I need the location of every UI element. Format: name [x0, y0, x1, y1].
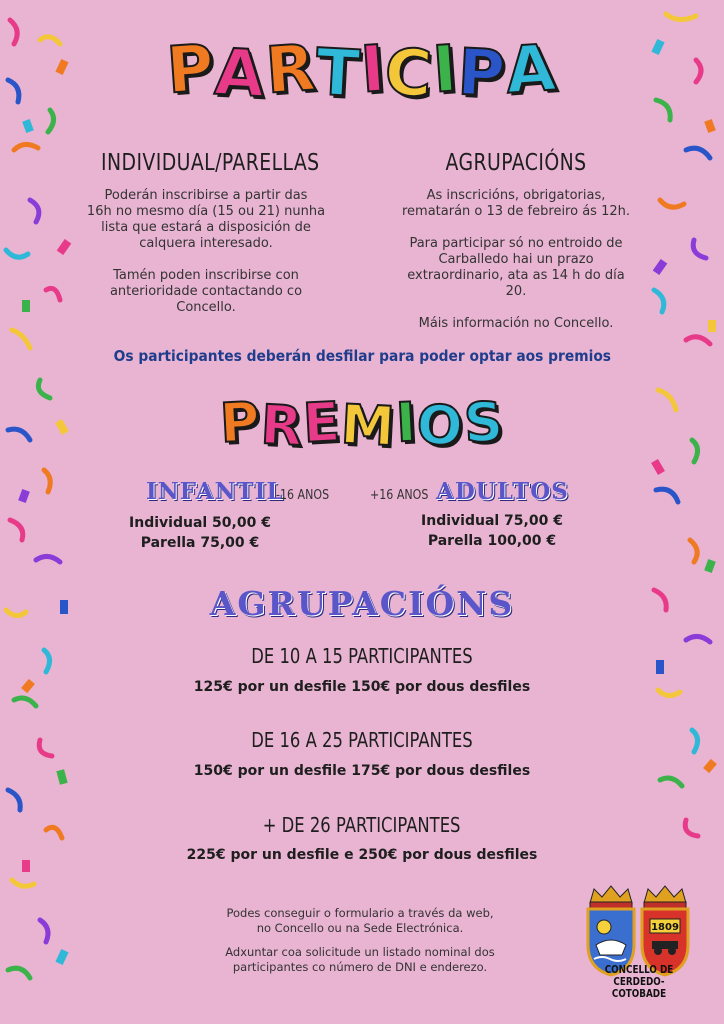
- title-letter: A: [503, 31, 560, 109]
- tier-heading: [0, 728, 724, 752]
- individual-text-line: anterioridade contactando co: [109, 284, 303, 299]
- agrupacions-info-section: [382, 150, 650, 332]
- adultos-title: ADULTOS: [436, 478, 569, 505]
- individual-text-line: 16h no mesmo día (15 ou 21) nunha: [86, 204, 326, 219]
- footer-line: no Concello ou na Sede Electrónica.: [256, 921, 464, 935]
- confetti-left-icon: [0, 0, 78, 1024]
- premios-letter: M: [339, 392, 398, 459]
- title-letter: P: [164, 31, 218, 109]
- title-letter: I: [358, 32, 389, 108]
- footer-line: Podes conseguir o formulario a través da web,: [226, 906, 494, 920]
- premios-heading: [0, 388, 724, 458]
- tier-prices: 225€ por un desfile e 250€ por dous desfiles: [186, 847, 538, 863]
- agrupacions-text-line: extraordinario, ata as 14 h do día: [407, 268, 625, 283]
- infantil-age-note: -16 ANOS: [276, 488, 330, 503]
- individual-section: [78, 150, 334, 316]
- infantil-parella-prize: Parella 75,00 €: [140, 535, 260, 551]
- agrupacions-text-line: Máis información no Concello.: [418, 316, 614, 331]
- footer-line: Adxuntar coa solicitude un listado nominal dos: [225, 945, 495, 959]
- infantil-individual-prize: Individual 50,00 €: [129, 515, 271, 531]
- title-letter: P: [456, 35, 508, 113]
- agrupacions-text-line: Carballedo hai un prazo: [438, 252, 594, 267]
- tier-prices: 150€ por un desfile 175€ por dous desfiles: [193, 763, 531, 779]
- crown-icon: [590, 886, 686, 908]
- premios-letter: I: [394, 390, 419, 455]
- premios-letter: R: [258, 392, 305, 459]
- title-letter: T: [313, 35, 363, 113]
- adultos-age-note: +16 ANOS: [370, 488, 429, 503]
- crest-label-line: CONCELLO DE: [604, 963, 674, 976]
- footer-notes: [205, 906, 515, 984]
- parade-notice: [0, 347, 724, 365]
- premios-title: [0, 388, 724, 458]
- tier-heading: [0, 813, 724, 837]
- agrupacions-text-line: As inscricións, obrigatorias,: [426, 188, 606, 203]
- footer-line: participantes co número de DNI e enderezo.: [232, 960, 488, 974]
- crest-year: 1809: [651, 922, 679, 933]
- tier-heading-text: DE 10 A 15 PARTICIPANTES: [251, 644, 473, 668]
- title-letter: R: [263, 31, 319, 109]
- individual-text-line: Tamén poden inscribirse con: [113, 268, 299, 283]
- title-letter: C: [383, 35, 436, 113]
- agrupacions-text-line: rematarán o 13 de febreiro ás 12h.: [401, 204, 630, 219]
- confetti-left-decoration: [0, 0, 78, 1024]
- premios-letter: P: [218, 389, 263, 456]
- title-letter: I: [430, 32, 461, 108]
- individual-heading: INDIVIDUAL/PARELLAS: [101, 150, 320, 176]
- crest-label: [574, 964, 704, 1000]
- title-letter: A: [213, 35, 268, 113]
- infantil-title: INFANTIL: [146, 478, 284, 505]
- premios-letter: S: [462, 389, 506, 456]
- participa-heading: [0, 30, 724, 113]
- agrupacions-text-line: Para participar só no entroido de: [409, 236, 623, 251]
- premios-letter: E: [301, 390, 343, 455]
- agrupacions-prize-title: AGRUPACIÓNS: [209, 584, 515, 623]
- adultos-parella-prize: Parella 100,00 €: [427, 533, 557, 549]
- tier-heading-text: DE 16 A 25 PARTICIPANTES: [251, 728, 473, 752]
- tier-heading: [0, 644, 724, 668]
- tier-heading-text: + DE 26 PARTICIPANTES: [263, 813, 461, 837]
- individual-text-line: Poderán inscribirse a partir das: [104, 188, 308, 203]
- tier-prices: 125€ por un desfile 150€ por dous desfiles: [193, 679, 531, 695]
- adultos-individual-prize: Individual 75,00 €: [421, 513, 563, 529]
- main-title: [0, 30, 724, 113]
- individual-text-line: Concello.: [176, 300, 236, 315]
- agrupacions-info-heading: AGRUPACIÓNS: [445, 150, 587, 176]
- agrupacions-text-line: 20.: [505, 284, 527, 299]
- parade-notice-text: Os participantes deberán desfilar para poder optar aos premios: [113, 347, 611, 365]
- individual-text-line: calquera interesado.: [139, 236, 273, 251]
- crest-label-line: CERDEDO-COTOBADE: [611, 975, 667, 1000]
- individual-text-line: lista que estará a disposición de: [101, 220, 311, 235]
- premios-letter: O: [415, 392, 466, 459]
